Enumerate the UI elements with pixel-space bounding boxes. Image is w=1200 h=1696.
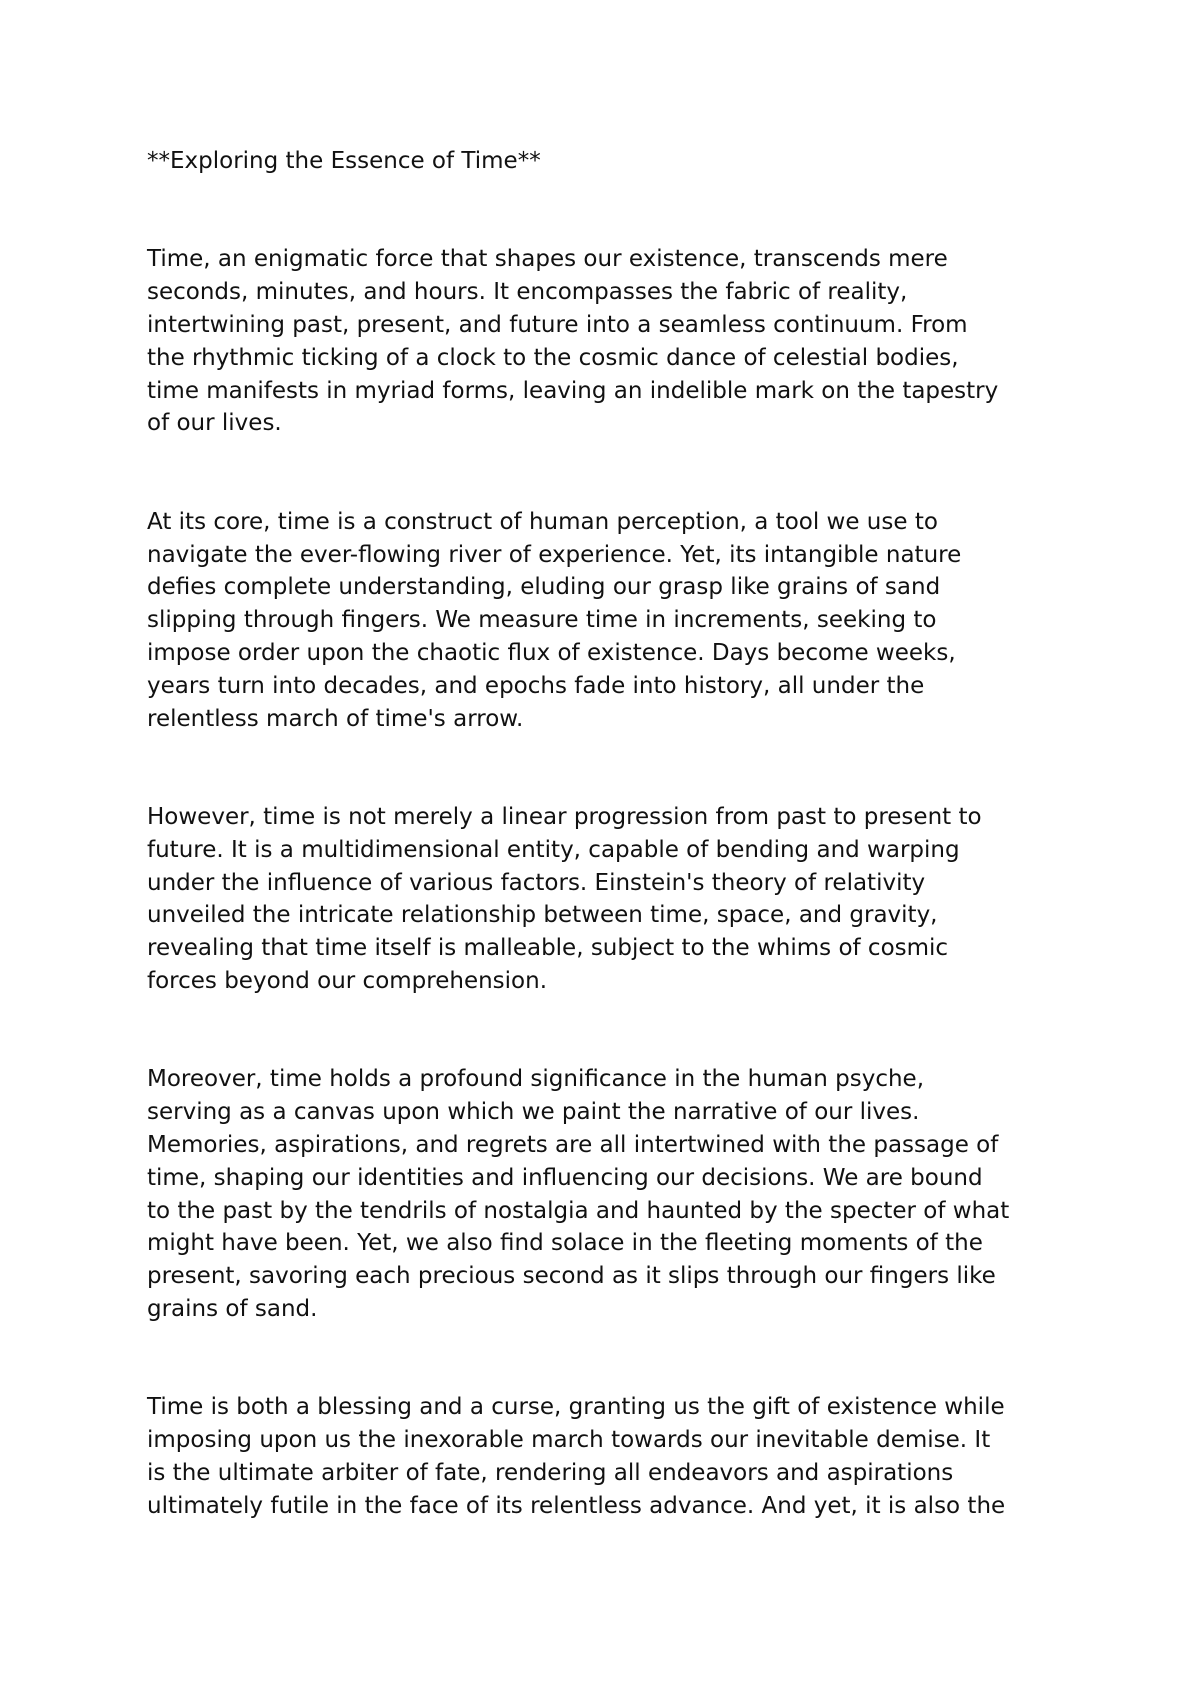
paragraph-line: defies complete understanding, eluding our grasp like grains of sand xyxy=(147,574,941,601)
paragraph-line: relentless march of time's arrow. xyxy=(147,705,524,732)
paragraph-line: time manifests in myriad forms, leaving an indelible mark on the tapestry xyxy=(147,377,999,404)
document-body xyxy=(147,145,1067,1588)
paragraph-line: Moreover, time holds a profound significance in the human psyche, xyxy=(147,1066,925,1093)
paragraph-line: intertwining past, present, and future into a seamless continuum. From xyxy=(147,311,968,338)
paragraph-line: grains of sand. xyxy=(147,1295,318,1322)
paragraph-line: might have been. Yet, we also find solace in the fleeting moments of the xyxy=(147,1230,983,1257)
paragraph-line: Time is both a blessing and a curse, granting us the gift of existence while xyxy=(147,1394,1005,1421)
paragraph-4 xyxy=(147,1063,1067,1325)
paragraph-line: ultimately futile in the face of its relentless advance. And yet, it is also the xyxy=(147,1492,1006,1519)
paragraph-line: Time, an enigmatic force that shapes our existence, transcends mere xyxy=(147,246,948,273)
paragraph-line: under the influence of various factors. Einstein's theory of relativity xyxy=(147,869,926,896)
paragraph-line: present, savoring each precious second as it slips through our fingers like xyxy=(147,1263,996,1290)
paragraph-line: impose order upon the chaotic flux of existence. Days become weeks, xyxy=(147,639,956,666)
paragraph-line: Memories, aspirations, and regrets are all intertwined with the passage of xyxy=(147,1131,999,1158)
paragraph-line: is the ultimate arbiter of fate, rendering all endeavors and aspirations xyxy=(147,1459,954,1486)
paragraph-5 xyxy=(147,1391,1067,1522)
paragraph-line: At its core, time is a construct of human perception, a tool we use to xyxy=(147,508,938,535)
paragraph-line: years turn into decades, and epochs fade into history, all under the xyxy=(147,672,925,699)
paragraph-line: the rhythmic ticking of a clock to the cosmic dance of celestial bodies, xyxy=(147,344,959,371)
paragraph-line: seconds, minutes, and hours. It encompasses the fabric of reality, xyxy=(147,279,908,306)
paragraph-line: revealing that time itself is malleable, subject to the whims of cosmic xyxy=(147,935,949,962)
paragraph-line: forces beyond our comprehension. xyxy=(147,967,548,994)
paragraph-line: future. It is a multidimensional entity, capable of bending and warping xyxy=(147,836,960,863)
paragraph-line: time, shaping our identities and influencing our decisions. We are bound xyxy=(147,1164,983,1191)
paragraph-line: of our lives. xyxy=(147,410,282,437)
paragraph-line: slipping through fingers. We measure time in increments, seeking to xyxy=(147,607,937,634)
paragraph-3 xyxy=(147,801,1067,998)
paragraph-line: imposing upon us the inexorable march towards our inevitable demise. It xyxy=(147,1427,991,1454)
paragraph-line: unveiled the intricate relationship between time, space, and gravity, xyxy=(147,902,938,929)
paragraph-line: serving as a canvas upon which we paint the narrative of our lives. xyxy=(147,1099,920,1126)
paragraph-1 xyxy=(147,243,1067,440)
paragraph-2 xyxy=(147,506,1067,736)
paragraph-line: to the past by the tendrils of nostalgia and haunted by the specter of what xyxy=(147,1197,1010,1224)
paragraph-line: navigate the ever-flowing river of experience. Yet, its intangible nature xyxy=(147,541,962,568)
document-title: **Exploring the Essence of Time** xyxy=(147,148,541,174)
paragraph-line: However, time is not merely a linear progression from past to present to xyxy=(147,803,982,830)
